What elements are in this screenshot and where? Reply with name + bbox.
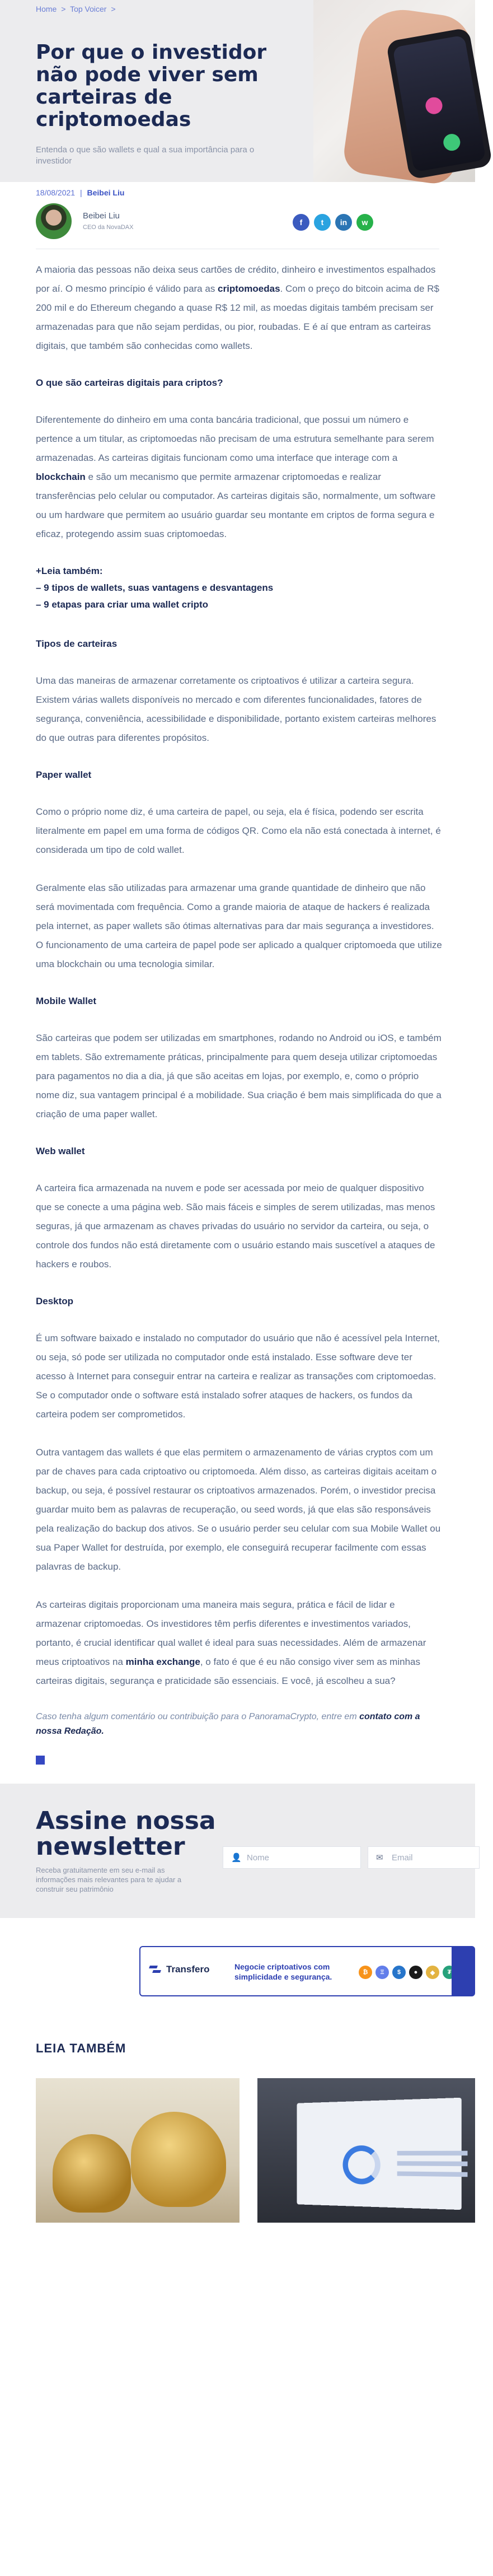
bitcoin-icon: ₿: [359, 1966, 372, 1979]
black-coin-icon: ●: [409, 1966, 422, 1979]
page-title: Por que o investidor não pode viver sem carteiras de criptomoedas: [36, 41, 267, 131]
transfero-brand: Transfero: [166, 1964, 210, 1975]
transfero-logo-icon: [149, 1964, 162, 1975]
link-minha-exchange[interactable]: minha exchange: [125, 1656, 200, 1667]
related-label: +Leia também:: [36, 566, 103, 576]
paragraph: As carteiras digitais proporcionam uma maneira mais segura, prática e fácil de lidar e armazenar criptomoedas. Os investidores têm perfis diferentes e investimentos variados, portanto, é crucial identificar qual wallet é ideal para suas necessidades. Além de armazenar meus criptoativos na minha exchange, o fato é que é eu não consigo viver sem as minhas carteiras digitais, segurança e praticidade são essenciais. E você, já escolheu a sua?: [36, 1599, 426, 1686]
name-field[interactable]: [223, 1846, 361, 1869]
email-placeholder: Email: [392, 1852, 413, 1863]
paragraph: Geralmente elas são utilizadas para armazenar uma grande quantidade de dinheiro que não será movimentada com frequência. Como a grande maioria de ataque de hackers é realizada pela internet, as paper wallets são ótimas alternativas para dar mais segurança a investidores. O funcionamento de uma carteira de papel pode ser aplicado a qualquer criptomoeda que utilize uma blockchain ou uma tecnologia similar.: [36, 883, 442, 969]
breadcrumb-top-voicer[interactable]: Top Voicer: [70, 4, 107, 13]
usdc-icon: $: [392, 1966, 406, 1979]
meta-separator: |: [79, 188, 82, 197]
breadcrumb-separator: >: [111, 4, 116, 13]
email-field[interactable]: [368, 1846, 480, 1869]
paragraph: A carteira fica armazenada na nuvem e pode ser acessada por meio de qualquer dispositivo que se conecte a uma página web. São mais fáceis e simples de serem utilizadas, mas menos seguras, já que armazenam as chaves privadas do usuário no servidor da carteira, ou seja, o controle dos fundos não está diretamente com o usuário estando mais suscetível a ataques de hackers e roubos.: [36, 1183, 435, 1270]
twitter-icon[interactable]: t: [314, 214, 331, 231]
tether-icon: ₮: [443, 1966, 456, 1979]
envelope-icon: ✉: [376, 1853, 383, 1863]
transfero-ad-banner[interactable]: [139, 1946, 475, 1996]
section-heading: O que são carteiras digitais para criptos?: [36, 377, 223, 388]
related-title: LEIA TAMBÉM: [36, 2041, 126, 2055]
section-heading: Paper wallet: [36, 769, 92, 780]
section-heading: Tipos de carteiras: [36, 638, 118, 649]
page-subtitle: Entenda o que são wallets e qual a sua importância para o investidor: [36, 145, 255, 166]
breadcrumb: [36, 4, 313, 13]
hero-text-area: [0, 0, 313, 197]
article-hero: [0, 0, 475, 197]
bull-figure-image: [131, 2112, 226, 2207]
article-body: [0, 249, 442, 1765]
newsletter-description: Receba gratuitamente em seu e-mail as informações mais relevantes para te ajudar a construir seu patrimônio: [36, 1866, 182, 1893]
paragraph: Diferentemente do dinheiro em uma conta bancária tradicional, que possui um número e pertence a um titular, as criptomoedas não precisam de uma estrutura semelhante para serem armazenadas. As carteiras digitais funcionam como uma interface que interage com a blockchain e são um mecanismo que permite armazenar criptomoedas e realizar transferências pelo celular ou computador. As carteiras digitais são, normalmente, um software ou um hardware que permitem ao usuário guardar seu montante em criptos de forma segura e eficaz, protegendo assim suas criptomoedas.: [36, 414, 436, 539]
facebook-icon[interactable]: f: [293, 214, 309, 231]
section-heading: Web wallet: [36, 1146, 85, 1156]
paragraph: São carteiras que podem ser utilizadas em smartphones, rodando no Android ou iOS, e também em tablets. São extremamente práticas, principalmente para quem deseja utilizar criptomoedas para pagamentos no dia a dia, já que são aceitas em lojas, por exemplo, e, como o próprio nome diz, sua vantagem principal é a mobilidade. Sua criação é bem mais simplificada do que a criação de uma paper wallet.: [36, 1033, 442, 1119]
gold-coin-icon: ◆: [426, 1966, 439, 1979]
related-cards: [0, 2078, 475, 2223]
newsletter-title: Assine nossa newsletter: [36, 1807, 216, 1861]
paragraph: A maioria das pessoas não deixa seus cartões de crédito, dinheiro e investimentos espalhados por aí. O mesmo princípio é válido para as criptomoedas. Com o preço do bitcoin acima de R$ 200 mil e do Ethereum chegando a quase R$ 12 mil, as moedas digitais também precisam ser armazenadas para que não sejam perdidas, ou pior, roubadas. E é aí que entram as carteiras digitais, que também são conhecidas como wallets.: [36, 264, 439, 351]
section-heading: Desktop: [36, 1296, 74, 1306]
link-criptomoedas[interactable]: criptomoedas: [218, 283, 280, 294]
related-links: [36, 563, 442, 613]
link-blockchain[interactable]: blockchain: [36, 472, 86, 482]
author-link[interactable]: Beibei Liu: [87, 188, 125, 197]
hero-image: [313, 0, 475, 182]
publish-date: 18/08/2021: [36, 188, 76, 197]
author-box: [36, 182, 439, 249]
breadcrumb-home[interactable]: Home: [36, 4, 57, 13]
editorial-note: Caso tenha algum comentário ou contribuição para o PanoramaCrypto, entre em contato com a nossa Redação.: [36, 1712, 420, 1736]
banner-text: Negocie criptoativos com simplicidade e segurança.: [234, 1962, 332, 1981]
name-placeholder: Nome: [247, 1852, 270, 1863]
coin-icons: [359, 1966, 456, 1979]
user-icon: 👤: [231, 1853, 242, 1863]
related-link-tipos-wallets[interactable]: – 9 tipos de wallets, suas vantagens e desvantagens: [36, 582, 274, 593]
related-card-laptop[interactable]: [257, 2078, 475, 2223]
related-link-criar-wallet[interactable]: – 9 etapas para criar uma wallet cripto: [36, 599, 209, 610]
author-name: Beibei Liu: [83, 211, 120, 221]
transfero-logo: [149, 1964, 209, 1975]
end-marker: [36, 1756, 45, 1765]
whatsapp-icon[interactable]: w: [356, 214, 373, 231]
paragraph: Outra vantagem das wallets é que elas permitem o armazenamento de várias cryptos com um par de chaves para cada criptoativo ou criptomoeda. Além disso, as carteiras digitais aceitam o backup, ou seja, é possível restaurar os criptoativos armazenados. Porém, o investidor precisa guardar muito bem as palavras de recuperação, ou seed words, já que elas são responsáveis pela realização do backup dos ativos. Se o usuário perder seu celular com sua Mobile Wallet ou sua Paper Wallet for destruída, por exemplo, ele conseguirá recuperar facilmente com essas palavras de backup.: [36, 1447, 441, 1572]
laptop-screen-image: [297, 2098, 462, 2210]
avatar: [36, 203, 72, 239]
breadcrumb-separator: >: [61, 4, 66, 13]
bear-figure-image: [53, 2134, 131, 2213]
paragraph: É um software baixado e instalado no computador do usuário que não é acessível pela Internet, ou seja, só pode ser utilizada no computador onde está instalado. Esse software deve ter acesso à Internet para conseguir entrar na carteira e realizar as transações com criptomoedas. Se o computador onde o software está instalado sofrer ataques de hackers, os fundos da carteira podem ser comprometidos.: [36, 1333, 440, 1420]
paragraph: Uma das maneiras de armazenar corretamente os criptoativos é utilizar a carteira segura. Existem várias wallets disponíveis no mercado e com diferentes funcionalidades, fatores de segurança, conveniência, acessibilidade e disponibilidade, portanto existem carteiras melhores do que outras para diferentes propósitos.: [36, 675, 436, 743]
author-role: CEO da NovaDAX: [83, 224, 134, 231]
contact-link[interactable]: contato com a nossa Redação.: [36, 1712, 420, 1736]
linkedin-icon[interactable]: in: [335, 214, 352, 231]
banner-accent: [452, 1947, 474, 1995]
paragraph: Como o próprio nome diz, é uma carteira de papel, ou seja, ela é física, podendo ser escrita literalmente em papel em uma forma de códigos QR. Como ela não está conectada à internet, é considerada um tipo de cold wallet.: [36, 806, 441, 855]
newsletter-section: [0, 1784, 475, 1918]
related-card-bull-bear[interactable]: [36, 2078, 240, 2223]
section-heading: Mobile Wallet: [36, 996, 96, 1006]
share-buttons: [293, 214, 373, 231]
ethereum-icon: Ξ: [375, 1966, 389, 1979]
